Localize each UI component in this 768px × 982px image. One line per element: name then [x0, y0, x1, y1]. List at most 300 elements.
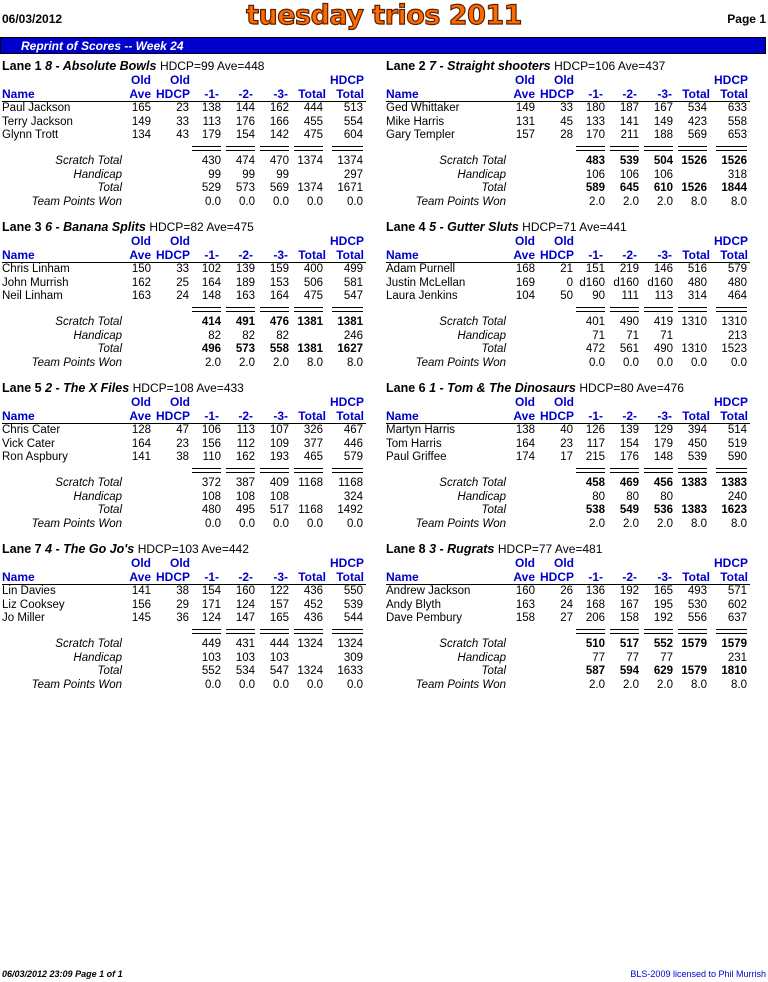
summary-label: Handicap [73, 490, 122, 503]
summary-value: 469 [619, 477, 639, 489]
player-average: 168 [515, 263, 535, 275]
col-header-hdcp_top: HDCP [329, 395, 364, 409]
player-average: 150 [131, 263, 151, 275]
team-total-row [2, 343, 366, 356]
summary-value: 77 [592, 651, 605, 664]
game-1-score: 133 [585, 115, 605, 128]
game-1-score: 124 [201, 612, 221, 624]
handicap-series: 581 [343, 276, 363, 289]
summary-value: 0.0 [273, 195, 289, 208]
lane-block [0, 59, 382, 219]
game-2-score: 124 [235, 598, 255, 611]
summary-label: Team Points Won [31, 356, 122, 369]
game-3-score: 129 [653, 424, 673, 436]
lane-block [0, 220, 382, 380]
player-name: Justin McLellan [386, 276, 466, 289]
team-points-row [386, 679, 750, 692]
col-header-hdcp_total: Total [720, 409, 748, 423]
page-number: Page 1 [727, 12, 766, 26]
team-points-row [386, 196, 750, 209]
player-name: Neil Linham [2, 290, 63, 302]
lane-block [384, 542, 766, 702]
summary-value: 458 [585, 477, 605, 489]
team-points-row [2, 518, 366, 531]
game-2-score: 139 [619, 424, 639, 436]
handicap-row [2, 652, 366, 665]
scratch-series: 465 [303, 451, 323, 463]
player-row [2, 451, 366, 464]
summary-value: 240 [727, 490, 747, 503]
player-average: 160 [515, 585, 535, 597]
col-header-hdcp_total: Total [336, 409, 364, 423]
game-3-score: 166 [269, 115, 289, 128]
game-3-score: 109 [269, 437, 289, 450]
game-1-score: 106 [201, 424, 221, 436]
scratch-series: 534 [687, 102, 707, 114]
summary-value: 549 [619, 504, 639, 516]
summary-label: Scratch Total [439, 477, 506, 489]
player-average: 162 [131, 276, 151, 289]
col-header-hdcp_top: HDCP [329, 234, 364, 248]
game-1-score: 113 [202, 115, 221, 128]
summary-value: 1627 [337, 343, 363, 355]
col-header-ave: Ave [513, 570, 535, 584]
col-header-name: Name [2, 570, 35, 584]
player-row [2, 585, 366, 598]
player-name: Andy Blyth [386, 598, 441, 611]
col-header-hdcp: HDCP [539, 570, 574, 584]
summary-value: 1579 [681, 638, 707, 650]
summary-value: 1381 [337, 316, 363, 328]
summary-value: 470 [269, 155, 289, 167]
col-header-hdcp_total: Total [336, 87, 364, 101]
player-name: Gary Templer [386, 129, 455, 141]
col-header-old: Old [554, 234, 574, 248]
col-header-hdcp: HDCP [539, 87, 574, 101]
player-handicap: 38 [176, 451, 189, 463]
lane-number: Lane 7 [2, 542, 42, 556]
summary-value: 0.0 [307, 678, 323, 691]
summary-value: 1310 [681, 316, 707, 328]
player-name: Chris Cater [2, 424, 61, 436]
summary-value: 476 [269, 316, 289, 328]
handicap-row [2, 169, 366, 182]
game-3-score: 192 [653, 612, 673, 624]
double-rule [610, 146, 639, 151]
team-hdcp-average: HDCP=99 Ave=448 [159, 59, 265, 73]
scratch-series: 539 [687, 451, 707, 463]
handicap-series: 653 [727, 129, 747, 141]
summary-value: 561 [619, 343, 639, 355]
double-rule [260, 307, 289, 312]
summary-value: 106 [585, 168, 605, 181]
lane-block [384, 220, 766, 380]
lane-title [2, 59, 264, 73]
team-hdcp-average: HDCP=71 Ave=441 [522, 220, 627, 234]
player-average: 169 [515, 276, 535, 289]
summary-value: 0.0 [347, 678, 363, 691]
summary-value: 0.0 [623, 356, 639, 369]
summary-value: 0.0 [347, 517, 363, 530]
summary-value: 82 [276, 329, 289, 342]
team-total-row [2, 665, 366, 678]
summary-value: 1492 [337, 504, 363, 516]
summary-value: 0.0 [307, 195, 323, 208]
lane-number: Lane 8 [386, 542, 426, 556]
game-2-score: 112 [236, 437, 255, 450]
handicap-series: 480 [727, 276, 747, 289]
col-header-g1: -1- [588, 248, 603, 262]
scratch-total-row [2, 155, 366, 168]
double-rule [716, 629, 747, 634]
col-header-old: Old [170, 73, 190, 87]
player-handicap: 36 [176, 612, 189, 624]
handicap-series: 539 [343, 598, 363, 611]
summary-label: Total [97, 182, 122, 194]
player-name: Ron Aspbury [2, 451, 68, 463]
game-2-score: 167 [619, 598, 639, 611]
double-rule [260, 468, 289, 473]
summary-label: Team Points Won [415, 517, 506, 530]
double-rule [716, 468, 747, 473]
summary-value: 1633 [337, 665, 363, 677]
lane-title [2, 381, 244, 395]
col-header-g1: -1- [588, 570, 603, 584]
summary-value: 2.0 [239, 356, 255, 369]
summary-value: 0.0 [347, 195, 363, 208]
summary-value: 0.0 [657, 356, 673, 369]
player-handicap: 24 [176, 290, 189, 302]
double-rule-row [2, 146, 366, 150]
game-2-score: 139 [235, 263, 255, 275]
footer-timestamp: 06/03/2012 23:09 Page 1 of 1 [2, 969, 123, 979]
summary-value: 517 [269, 504, 289, 516]
game-2-score: 211 [620, 129, 639, 141]
double-rule [678, 307, 707, 312]
summary-value: 517 [619, 638, 639, 650]
scratch-series: 452 [303, 598, 323, 611]
game-2-score: 154 [619, 437, 639, 450]
double-rule [576, 307, 605, 312]
summary-value: 2.0 [589, 195, 605, 208]
scratch-series: 377 [303, 437, 323, 450]
summary-value: 0.0 [205, 517, 221, 530]
col-header-g2: -2- [238, 248, 253, 262]
summary-value: 71 [592, 329, 605, 342]
summary-value: 1526 [681, 155, 707, 167]
summary-value: 573 [235, 182, 255, 194]
summary-value: 483 [585, 155, 605, 167]
player-row [2, 129, 366, 142]
summary-value: 2.0 [657, 195, 673, 208]
col-header-old: Old [554, 556, 574, 570]
player-name: Lin Davies [2, 585, 56, 597]
player-name: Andrew Jackson [386, 585, 471, 597]
col-header-hdcp_total: Total [720, 87, 748, 101]
player-handicap: 50 [560, 290, 573, 302]
player-average: 163 [131, 290, 151, 302]
handicap-series: 637 [727, 612, 747, 624]
summary-value: 552 [653, 638, 673, 650]
lane-block [384, 59, 766, 219]
team-name: 6 - Banana Splits [45, 220, 146, 234]
player-handicap: 38 [176, 585, 189, 597]
scratch-series: 475 [303, 290, 323, 302]
summary-value: 8.0 [731, 195, 747, 208]
player-average: 149 [131, 115, 151, 128]
game-1-score: 151 [585, 263, 605, 275]
player-name: Laura Jenkins [386, 290, 458, 302]
scratch-series: 569 [687, 129, 707, 141]
scratch-series: 314 [687, 290, 707, 302]
scratch-series: 444 [303, 102, 323, 114]
summary-value: 1623 [721, 504, 747, 516]
summary-value: 309 [343, 651, 363, 664]
player-handicap: 45 [560, 115, 573, 128]
summary-value: 1383 [681, 504, 707, 516]
col-header-g2: -2- [238, 409, 253, 423]
scratch-series: 530 [687, 598, 707, 611]
game-3-score: 193 [269, 451, 289, 463]
summary-value: 496 [201, 343, 221, 355]
player-average: 174 [515, 451, 535, 463]
summary-value: 8.0 [731, 678, 747, 691]
team-name: 2 - The X Files [45, 381, 130, 395]
summary-value: 495 [235, 504, 255, 516]
lane-title [386, 220, 627, 234]
player-handicap: 29 [176, 598, 189, 611]
summary-label: Handicap [457, 329, 506, 342]
player-handicap: 28 [560, 129, 573, 141]
double-rule [644, 146, 673, 151]
double-rule [576, 629, 605, 634]
game-1-score: 180 [585, 102, 605, 114]
scratch-total-row [2, 477, 366, 490]
player-average: 138 [515, 424, 535, 436]
summary-label: Total [97, 504, 122, 516]
col-header-hdcp_top: HDCP [713, 73, 748, 87]
col-header-g1: -1- [204, 248, 219, 262]
col-header-hdcp_total: Total [336, 570, 364, 584]
summary-value: 490 [653, 343, 673, 355]
summary-value: 103 [235, 651, 255, 664]
double-rule [226, 468, 255, 473]
col-header-name: Name [2, 87, 35, 101]
summary-value: 2.0 [657, 517, 673, 530]
handicap-row [2, 330, 366, 343]
summary-value: 103 [269, 651, 289, 664]
summary-value: 0.0 [239, 678, 255, 691]
double-rule [260, 146, 289, 151]
summary-value: 472 [585, 343, 605, 355]
summary-value: 1579 [681, 665, 707, 677]
handicap-series: 464 [727, 290, 747, 302]
player-average: 128 [131, 424, 151, 436]
player-name: Chris Linham [2, 263, 70, 275]
player-average: 141 [131, 451, 151, 463]
summary-value: 80 [626, 490, 639, 503]
lane-block [384, 381, 766, 541]
game-3-score: 113 [654, 290, 673, 302]
col-header-old: Old [170, 556, 190, 570]
handicap-series: 446 [343, 437, 363, 450]
col-header-total: Total [298, 87, 326, 101]
col-header-old: Old [170, 234, 190, 248]
handicap-series: 602 [727, 598, 747, 611]
col-header-old: Old [515, 73, 535, 87]
col-header-old: Old [170, 395, 190, 409]
col-header-ave: Ave [129, 248, 151, 262]
handicap-series: 558 [727, 115, 747, 128]
team-hdcp-average: HDCP=82 Ave=475 [149, 220, 254, 234]
game-1-score: 138 [201, 102, 221, 114]
summary-value: 0.0 [691, 356, 707, 369]
player-handicap: 23 [176, 102, 189, 114]
player-row [2, 599, 366, 612]
player-name: Jo Miller [2, 612, 45, 624]
col-header-g3: -3- [657, 409, 672, 423]
col-header-hdcp: HDCP [155, 409, 190, 423]
col-header-total: Total [682, 409, 710, 423]
player-row [386, 102, 750, 115]
col-header-hdcp_total: Total [720, 248, 748, 262]
game-3-score: 153 [269, 276, 289, 289]
summary-label: Scratch Total [55, 316, 122, 328]
col-header-total: Total [298, 248, 326, 262]
player-row [386, 277, 750, 290]
summary-value: 2.0 [623, 678, 639, 691]
summary-value: 1579 [721, 638, 747, 650]
summary-value: 409 [269, 477, 289, 489]
handicap-series: 604 [343, 129, 363, 141]
player-name: Martyn Harris [386, 424, 456, 436]
handicap-series: 547 [343, 290, 363, 302]
summary-value: 1374 [297, 155, 323, 167]
col-header-total: Total [298, 409, 326, 423]
summary-value: 587 [585, 665, 605, 677]
team-total-row [2, 182, 366, 195]
col-header-hdcp: HDCP [539, 248, 574, 262]
summary-value: 480 [201, 504, 221, 516]
handicap-row [386, 330, 750, 343]
player-row [386, 612, 750, 625]
col-header-total: Total [682, 248, 710, 262]
summary-value: 77 [626, 651, 639, 664]
player-row [386, 290, 750, 303]
team-name: 4 - The Go Jo's [45, 542, 135, 556]
summary-value: 414 [201, 316, 221, 328]
game-2-score: 141 [619, 115, 639, 128]
handicap-series: 513 [343, 102, 363, 114]
game-1-score: 90 [592, 290, 605, 302]
summary-label: Handicap [457, 490, 506, 503]
player-row [2, 424, 366, 437]
summary-value: 0.0 [205, 195, 221, 208]
summary-value: 108 [201, 490, 221, 503]
player-name: Terry Jackson [2, 115, 73, 128]
double-rule [192, 146, 221, 151]
summary-value: 324 [343, 490, 363, 503]
team-name: 8 - Absolute Bowls [45, 59, 157, 73]
team-hdcp-average: HDCP=80 Ave=476 [579, 381, 684, 395]
col-header-hdcp: HDCP [155, 570, 190, 584]
summary-value: 108 [235, 490, 255, 503]
summary-value: 1310 [721, 316, 747, 328]
summary-value: 534 [235, 665, 255, 677]
summary-value: 449 [201, 638, 221, 650]
summary-value: 8.0 [731, 517, 747, 530]
col-header-name: Name [386, 570, 419, 584]
double-rule [192, 307, 221, 312]
scratch-total-row [2, 316, 366, 329]
summary-value: 82 [242, 329, 255, 342]
double-rule [226, 307, 255, 312]
handicap-series: 499 [343, 263, 363, 275]
summary-value: 1381 [297, 316, 323, 328]
scratch-series: 450 [687, 437, 707, 450]
col-header-ave: Ave [513, 248, 535, 262]
handicap-series: 544 [343, 612, 363, 624]
summary-value: 1168 [338, 477, 363, 489]
lane-title [386, 59, 665, 73]
summary-value: 0.0 [239, 517, 255, 530]
col-header-old: Old [131, 556, 151, 570]
col-header-g3: -3- [657, 570, 672, 584]
summary-value: 8.0 [307, 356, 323, 369]
scratch-series: 506 [303, 276, 323, 289]
double-rule [644, 468, 673, 473]
summary-label: Total [481, 665, 506, 677]
game-3-score: 188 [653, 129, 673, 141]
summary-value: 2.0 [273, 356, 289, 369]
team-hdcp-average: HDCP=108 Ave=433 [132, 381, 244, 395]
summary-value: 490 [619, 316, 639, 328]
player-name: Ged Whittaker [386, 102, 460, 114]
double-rule-row [386, 468, 750, 472]
summary-label: Handicap [457, 651, 506, 664]
player-name: Vick Cater [2, 437, 55, 450]
col-header-old: Old [131, 234, 151, 248]
double-rule [294, 307, 323, 312]
summary-value: 77 [660, 651, 673, 664]
scratch-series: 493 [687, 585, 707, 597]
team-name: 7 - Straight shooters [429, 59, 551, 73]
game-3-score: 146 [653, 263, 673, 275]
col-header-hdcp_total: Total [720, 570, 748, 584]
player-average: 164 [131, 437, 151, 450]
double-rule [226, 629, 255, 634]
summary-value: 8.0 [347, 356, 363, 369]
game-2-score: 192 [619, 585, 639, 597]
game-1-score: 179 [201, 129, 221, 141]
summary-value: 1671 [337, 182, 363, 194]
scratch-total-row [386, 477, 750, 490]
double-rule [678, 146, 707, 151]
col-header-ave: Ave [513, 87, 535, 101]
summary-value: 318 [727, 168, 747, 181]
summary-value: 491 [235, 316, 255, 328]
lane-number: Lane 5 [2, 381, 42, 395]
double-rule [332, 146, 363, 151]
col-header-g1: -1- [204, 409, 219, 423]
summary-value: 1374 [297, 182, 323, 194]
col-header-g1: -1- [588, 87, 603, 101]
game-2-score: d160 [613, 276, 639, 289]
summary-value: 629 [653, 665, 673, 677]
player-row [2, 290, 366, 303]
col-header-total: Total [682, 570, 710, 584]
player-name: Paul Griffee [386, 451, 447, 463]
